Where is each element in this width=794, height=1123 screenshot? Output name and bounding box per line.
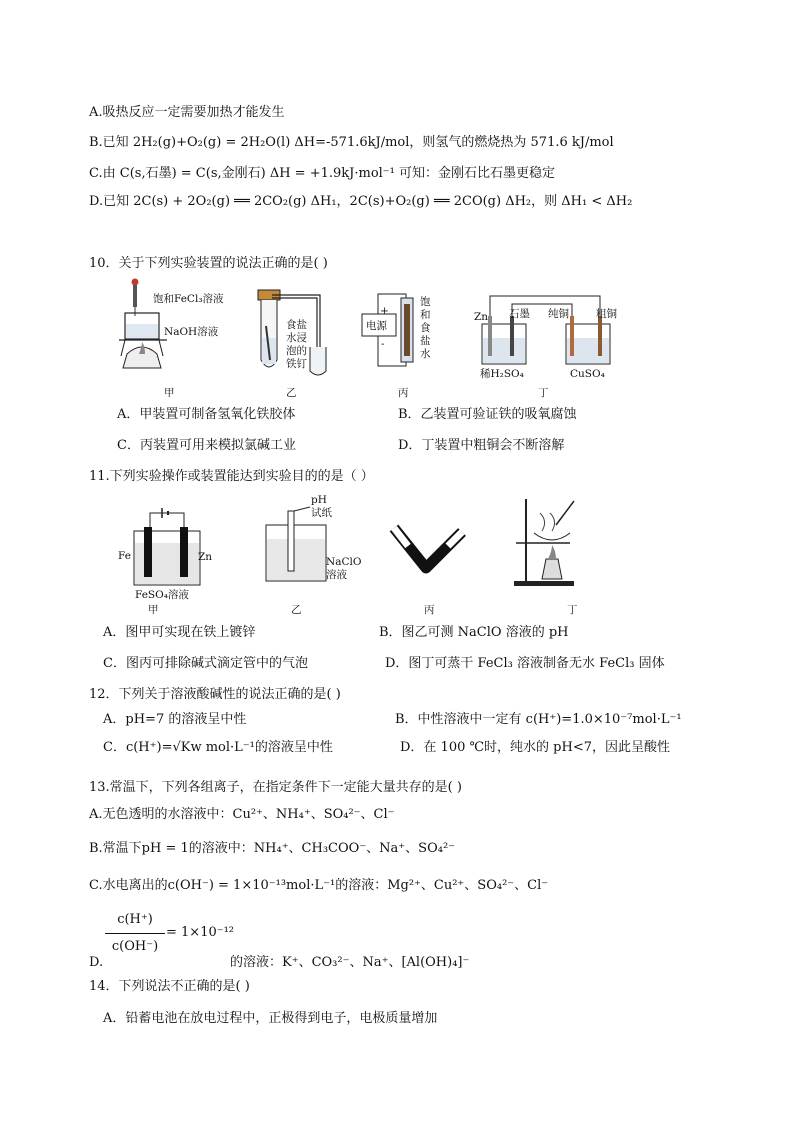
yi-line-2: 水浸: [286, 332, 307, 344]
q9-option-d: D.已知 2C(s) + 2O₂(g) ══ 2CO₂(g) ΔH₁，2C(s)+O₂(g) ══ 2CO(g) ΔH₂，则 ΔH₁ < ΔH₂: [89, 194, 633, 209]
q11-stem: 11.下列实验操作或装置能达到实验目的的是（ ）: [89, 469, 374, 484]
q10-bing-apparatus: [358, 286, 428, 381]
q10-caption-jia: 甲: [164, 387, 175, 399]
q13-d-numerator: c(H⁺): [117, 912, 153, 927]
q13-option-a: A.无色透明的水溶液中：Cu²⁺、NH₄⁺、SO₄²⁻、Cl⁻: [89, 807, 395, 822]
q10-caption-bing: 丙: [398, 387, 409, 399]
yi-line-4: 铁钉: [286, 358, 307, 370]
q10-label-h2so4: 稀H₂SO₄: [480, 368, 524, 380]
q12-option-c: C．c(H⁺)=√Kw mol·L⁻¹的溶液呈中性: [103, 740, 333, 755]
q10-caption-yi: 乙: [286, 387, 297, 399]
naclo-line-2: 溶液: [326, 569, 347, 581]
bing-line-1: 饱: [420, 296, 431, 308]
q9-option-c: C.由 C(s,石墨) = C(s,金刚石) ΔH = +1.9kJ·mol⁻¹ 可知：金刚石比石墨更稳定: [89, 166, 556, 181]
q11-label-zn: Zn: [198, 551, 213, 563]
q10-label-minus: -: [381, 338, 385, 350]
q11-bing-apparatus: [388, 522, 468, 582]
q10-ding-apparatus: [478, 292, 613, 372]
q11-ding-apparatus: [512, 495, 592, 590]
q11-option-c: C．图丙可排除碱式滴定管中的气泡: [103, 656, 308, 671]
q11-caption-ding: 丁: [567, 604, 578, 616]
q13-d-fraction-bar: [105, 933, 165, 934]
yi-line-3: 泡的: [286, 345, 307, 357]
q9-option-a: A.吸热反应一定需要加热才能发生: [89, 105, 285, 120]
q10-label-fecl3: 饱和FeCl₃溶液: [153, 293, 224, 305]
q12-stem: 12．下列关于溶液酸碱性的说法正确的是( ): [89, 687, 341, 702]
bing-line-2: 和: [420, 309, 431, 321]
q11-option-a: A．图甲可实现在铁上镀锌: [103, 625, 256, 640]
q9-option-b: B.已知 2H₂(g)+O₂(g) = 2H₂O(l) ΔH=-571.6kJ/mol，则氢气的燃烧热为 571.6 kJ/mol: [89, 135, 614, 150]
q11-caption-yi: 乙: [291, 604, 302, 616]
q12-option-a: A．pH=7 的溶液呈中性: [103, 712, 247, 727]
q10-option-b: B．乙装置可验证铁的吸氧腐蚀: [398, 407, 577, 422]
q11-option-d: D．图丁可蒸干 FeCl₃ 溶液制备无水 FeCl₃ 固体: [385, 656, 665, 671]
q10-label-yi: [286, 319, 307, 371]
q13-option-b: B.常温下pH = 1的溶液中：NH₄⁺、CH₃COO⁻、Na⁺、SO₄²⁻: [89, 841, 456, 856]
q10-label-graphite: 石墨: [509, 308, 530, 320]
q14-stem: 14．下列说法不正确的是( ): [89, 979, 250, 994]
q11-caption-jia: 甲: [148, 604, 159, 616]
q11-label-feso4: FeSO₄溶液: [135, 589, 189, 601]
q10-label-bing: [420, 296, 431, 361]
q10-label-purecu: 纯铜: [548, 308, 569, 320]
q10-label-crudecu: 粗铜: [596, 308, 617, 320]
q12-option-b: B．中性溶液中一定有 c(H⁺)=1.0×10⁻⁷mol·L⁻¹: [395, 712, 682, 727]
ph-line-1: pH: [311, 494, 327, 506]
q10-caption-ding: 丁: [538, 387, 549, 399]
q10-option-a: A．甲装置可制备氢氧化铁胶体: [117, 407, 296, 422]
q11-label-ph: [311, 494, 332, 520]
q13-stem: 13.常温下，下列各组离子，在指定条件下一定能大量共存的是( ): [89, 780, 462, 795]
q14-option-a: A．铅蓄电池在放电过程中，正极得到电子，电极质量增加: [103, 1011, 438, 1026]
q11-option-b: B．图乙可测 NaClO 溶液的 pH: [379, 625, 569, 640]
q11-caption-bing: 丙: [424, 604, 435, 616]
q12-option-d: D．在 100 ℃时，纯水的 pH<7，因此呈酸性: [400, 740, 670, 755]
bing-line-3: 食: [420, 322, 431, 334]
q10-label-power: 电源: [366, 320, 387, 332]
q10-option-d: D．丁装置中粗铜会不断溶解: [398, 438, 565, 453]
q10-label-zn: Zn: [474, 311, 489, 323]
q13-d-denominator: c(OH⁻): [111, 939, 159, 954]
q11-label-naclo: [326, 556, 361, 582]
q11-label-fe: Fe: [118, 550, 131, 562]
q10-label-cuso4: CuSO₄: [570, 368, 605, 380]
q11-jia-apparatus: [130, 505, 200, 590]
q13-option-c: C.水电离出的c(OH⁻) = 1×10⁻¹³mol·L⁻¹的溶液：Mg²⁺、Cu²⁺、SO₄²⁻、Cl⁻: [89, 878, 549, 893]
q10-label-naoh: NaOH溶液: [164, 326, 219, 338]
ph-line-2: 试纸: [311, 507, 332, 519]
dropper-bulb-icon: [132, 279, 139, 286]
q10-label-plus: +: [380, 305, 389, 317]
bing-line-5: 水: [420, 348, 431, 360]
naclo-line-1: NaClO: [326, 556, 362, 568]
q10-option-c: C．丙装置可用来模拟氯碱工业: [117, 438, 296, 453]
q13-d-text: 的溶液：K⁺、CO₃²⁻、Na⁺、[Al(OH)₄]⁻: [230, 955, 470, 970]
yi-line-1: 食盐: [286, 319, 307, 331]
q10-stem: 10．关于下列实验装置的说法正确的是( ): [89, 256, 328, 271]
q13-d-prefix: D.: [89, 955, 104, 970]
q13-d-value: = 1×10⁻¹²: [166, 925, 235, 940]
bing-line-4: 盐: [420, 335, 431, 347]
